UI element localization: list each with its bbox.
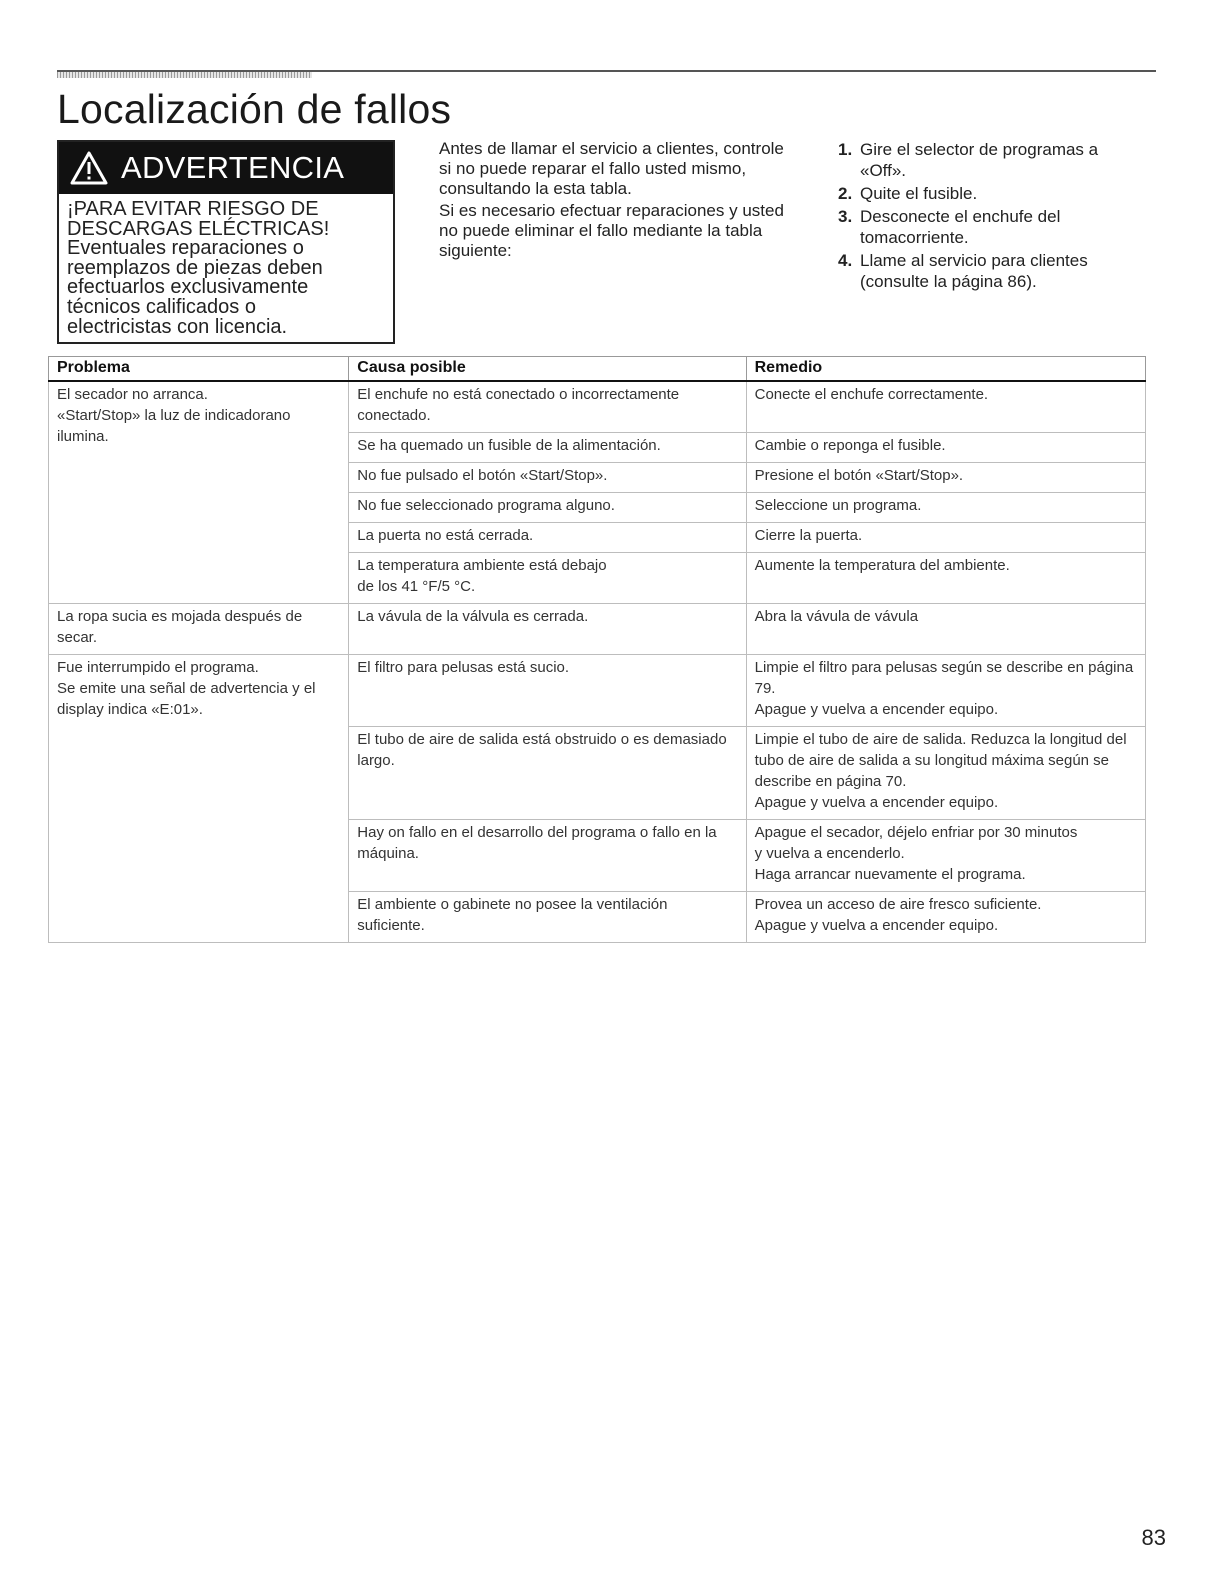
table-row [49,381,1146,433]
table-body [49,381,1146,943]
remedy-cell [746,463,1145,493]
page-title: Localización de fallos [57,86,452,132]
intro-paragraph: Antes de llamar el servicio a clientes, controle si no puede reparar el fallo usted mismo, consultando la esta tabla. [439,139,784,198]
table-row [49,655,1146,727]
problem-cell [49,381,349,604]
cause-text: La temperatura ambiente está debajo [357,557,607,574]
problem-cell [49,604,349,655]
problem-text: Se emite una señal de advertencia y el display indica «E:01». [57,680,316,718]
step-item [838,183,1138,204]
step-text: Gire el selector de programas a «Off». [860,140,1099,180]
cause-text: El tubo de aire de salida está obstruido o es demasiado largo. [357,731,727,769]
cause-cell [349,523,746,553]
warning-box [57,140,395,344]
remedy-text: Limpie el filtro para pelusas según se describe en página 79. [754,659,1134,697]
cause-text: Hay on fallo en el desarrollo del programa o fallo en la máquina. [357,824,717,862]
remedy-text: Aumente la temperatura del ambiente. [754,557,1010,574]
remedy-cell [746,523,1145,553]
header-problem: Problema [49,357,349,382]
warning-line: electricistas con licencia. [67,315,288,338]
remedy-cell [746,493,1145,523]
cause-cell [349,820,746,892]
remedy-text: Apague y vuelva a encender equipo. [754,794,999,811]
remedy-cell [746,727,1145,820]
problem-text: El secador no arranca. [57,386,208,403]
cause-text: de los 41 °F/5 °C. [357,578,476,595]
remedy-text: Apague y vuelva a encender equipo. [754,701,999,718]
table-header-row [49,357,1146,382]
remedy-cell [746,553,1145,604]
step-text: Llame al servicio para clientes (consulte la página 86). [860,251,1088,291]
header-remedy: Remedio [746,357,1145,382]
cause-cell [349,892,746,943]
remedy-cell [746,433,1145,463]
cause-cell [349,727,746,820]
warning-body [59,194,393,337]
remedy-text: Presione el botón «Start/Stop». [754,467,964,484]
step-number: 4. [838,251,853,270]
warning-line: reemplazos de piezas deben [67,256,323,279]
cause-cell [349,463,746,493]
step-item [838,139,1138,181]
remedy-text: Seleccione un programa. [754,497,922,514]
cause-text: El filtro para pelusas está sucio. [357,659,570,676]
table-row [49,604,1146,655]
warning-triangle-icon [69,150,109,186]
page-number: 83 [1141,1525,1166,1550]
warning-line: técnicos calificados o [67,295,256,318]
problem-text: «Start/Stop» la luz de indicadorano ilumina. [57,407,291,445]
warning-header [59,142,393,194]
remedy-text: Apague y vuelva a encender equipo. [754,917,999,934]
intro-paragraph: Si es necesario efectuar reparaciones y usted no puede eliminar el fallo mediante la tabla siguiente: [439,201,784,260]
cause-cell [349,553,746,604]
remedy-text: Provea un acceso de aire fresco suficiente. [754,896,1042,913]
cause-text: La vávula de la válvula es cerrada. [357,608,589,625]
step-text: Quite el fusible. [860,184,978,203]
remedy-text: Haga arrancar nuevamente el programa. [754,866,1026,883]
cause-cell [349,433,746,463]
cause-cell [349,493,746,523]
step-item [838,206,1138,248]
cause-text: Se ha quemado un fusible de la alimentación. [357,437,661,454]
remedy-cell [746,381,1145,433]
warning-line: DESCARGAS ELÉCTRICAS! [67,217,330,240]
warning-line: efectuarlos exclusivamente [67,276,309,299]
remedy-text: Limpie el tubo de aire de salida. Reduzca la longitud del tubo de aire de salida a su longitud máxima según se describe en página 70. [754,731,1127,790]
warning-line: Eventuales reparaciones o [67,237,304,260]
cause-text: El enchufe no está conectado o incorrectamente conectado. [357,386,680,424]
cause-cell [349,655,746,727]
remedy-cell [746,604,1145,655]
intro-text [439,139,789,261]
remedy-text: y vuelva a encenderlo. [754,845,905,862]
steps-list [838,139,1138,294]
remedy-text: Cierre la puerta. [754,527,863,544]
problem-text: Fue interrumpido el programa. [57,659,259,676]
cause-cell [349,381,746,433]
problem-cell [49,655,349,943]
step-number: 1. [838,140,853,159]
step-number: 2. [838,184,853,203]
remedy-text: Conecte el enchufe correctamente. [754,386,989,403]
step-number: 3. [838,207,853,226]
warning-heading: ADVERTENCIA [121,150,345,185]
cause-cell [349,604,746,655]
cause-text: La puerta no está cerrada. [357,527,534,544]
remedy-text: Abra la vávula de vávula [754,608,919,625]
header-cause: Causa posible [349,357,746,382]
remedy-cell [746,892,1145,943]
remedy-text: Cambie o reponga el fusible. [754,437,946,454]
remedy-cell [746,655,1145,727]
remedy-text: Apague el secador, déjelo enfriar por 30 minutos [754,824,1078,841]
step-text: Desconecte el enchufe del tomacorriente. [860,207,1061,247]
header-pattern-bar [57,72,312,78]
cause-text: No fue pulsado el botón «Start/Stop». [357,467,608,484]
warning-line: ¡PARA EVITAR RIESGO DE [67,198,319,220]
cause-text: El ambiente o gabinete no posee la ventilación suficiente. [357,896,668,934]
remedy-cell [746,820,1145,892]
problem-text: La ropa sucia es mojada después de secar. [57,608,303,646]
troubleshooting-table [48,356,1146,943]
step-item [838,250,1138,292]
cause-text: No fue seleccionado programa alguno. [357,497,615,514]
